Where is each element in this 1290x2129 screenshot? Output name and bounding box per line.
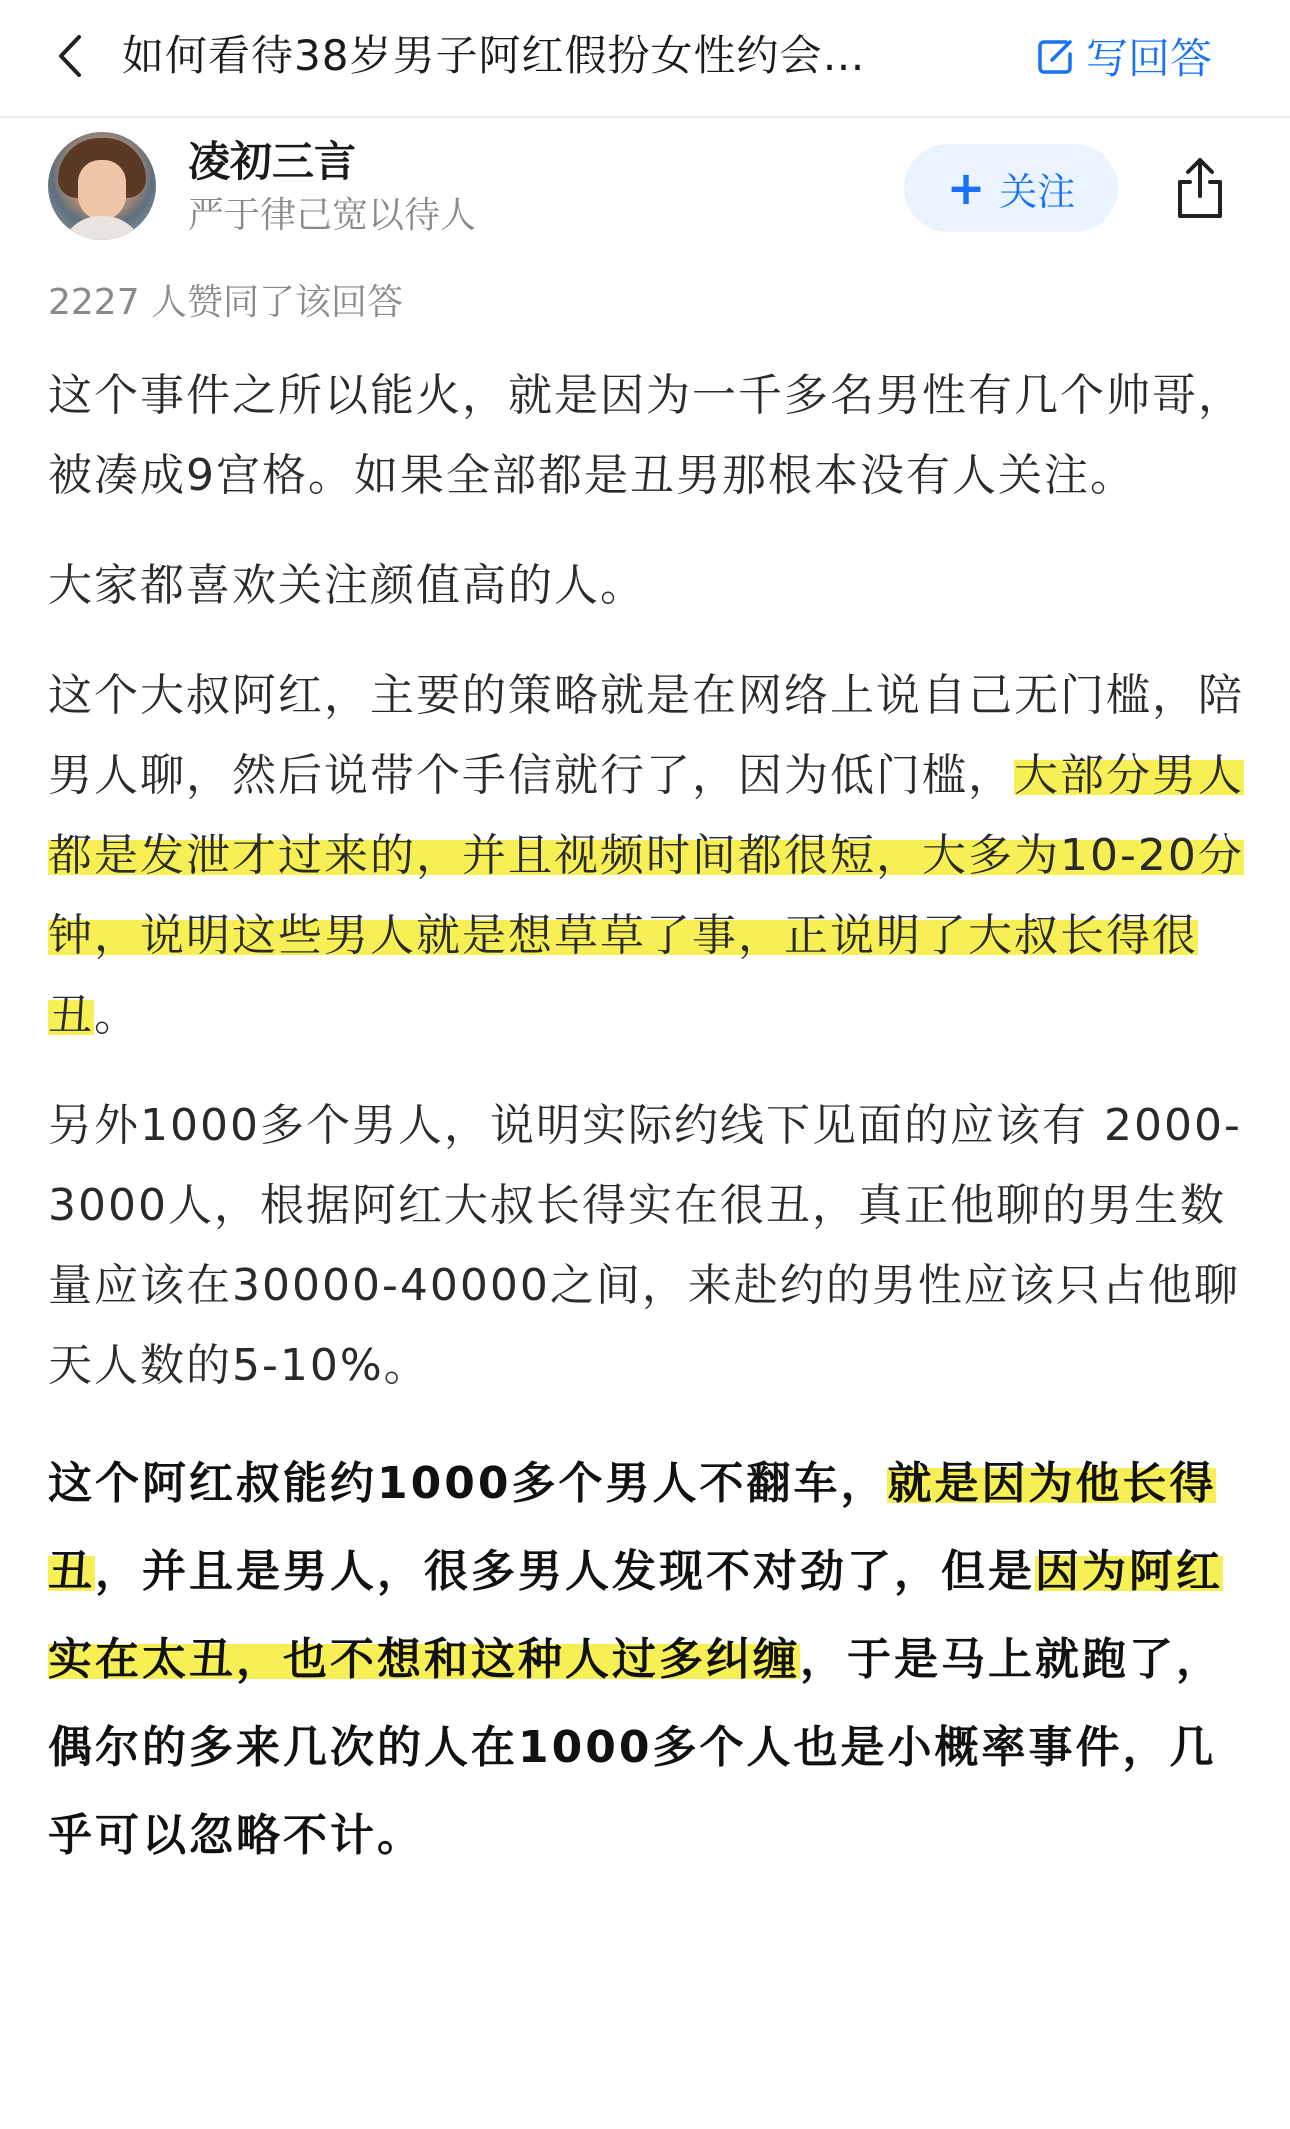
follow-button[interactable]: [904, 144, 1118, 232]
paragraph-3: [48, 656, 1248, 1056]
paragraph-2: 大家都喜欢关注颜值高的人。: [48, 560, 646, 611]
write-answer-button[interactable]: [1036, 26, 1266, 86]
highlighted-text: 因为阿红实在太丑，也不想和这种人过多纠缠: [48, 1546, 1223, 1685]
author-name[interactable]: 凌初三言: [188, 137, 357, 186]
paragraph-4: 另外1000多个男人，说明实际约线下见面的应该有 2000-3000人，根据阿红大叔长得实在很丑，真正他聊的男生数量应该在30000-40000之间，来赴约的男性应该只占他聊天人数的5-10%。: [48, 1100, 1242, 1391]
paragraph-3-text-b: 。: [94, 990, 140, 1041]
question-title[interactable]: 如何看待38岁男子阿红假扮女性约会…: [122, 31, 866, 80]
back-chevron-icon: [55, 33, 85, 79]
paragraph-1: 这个事件之所以能火，就是因为一千多名男性有几个帅哥，被凑成9宫格。如果全部都是丑男那根本没有人关注。: [48, 370, 1244, 501]
avatar[interactable]: [48, 132, 156, 240]
highlighted-text: 大部分男人都是发泄才过来的，并且视频时间都很短，大多为10-20分钟，说明这些男人就是想草草了事，正说明了大叔长得很丑: [48, 750, 1244, 1041]
highlighted-text: 就是因为他长得丑: [48, 1458, 1217, 1597]
paragraph-5-text-a: 这个阿红叔能约1000多个男人不翻车，: [48, 1458, 888, 1509]
share-button[interactable]: [1162, 146, 1238, 230]
plus-icon: +: [946, 161, 986, 215]
likes-count: 2227 人赞同了该回答: [48, 282, 404, 323]
answer-content: [48, 356, 1248, 1910]
share-icon: [1172, 156, 1228, 220]
paragraph-5-text-c: ，于是马上就跑了，偶尔的多来几次的人在1000多个人也是小概率事件，几乎可以忽略不计。: [48, 1634, 1223, 1861]
author-header: [0, 120, 1290, 270]
paragraph-3-text-a: 这个大叔阿红，主要的策略就是在网络上说自己无门槛，陪男人聊，然后说带个手信就行了，因为低门槛，: [48, 670, 1244, 801]
author-bio: 严于律己宽以待人: [188, 195, 477, 236]
top-nav-bar: [0, 0, 1290, 118]
write-answer-label: 写回答: [1086, 34, 1213, 83]
edit-icon: [1036, 36, 1076, 76]
paragraph-5: [48, 1440, 1248, 1880]
follow-label: 关注: [999, 169, 1076, 214]
back-button[interactable]: [40, 26, 100, 86]
paragraph-5-text-b: ，并且是男人，很多男人发现不对劲了，但是: [95, 1546, 1035, 1597]
